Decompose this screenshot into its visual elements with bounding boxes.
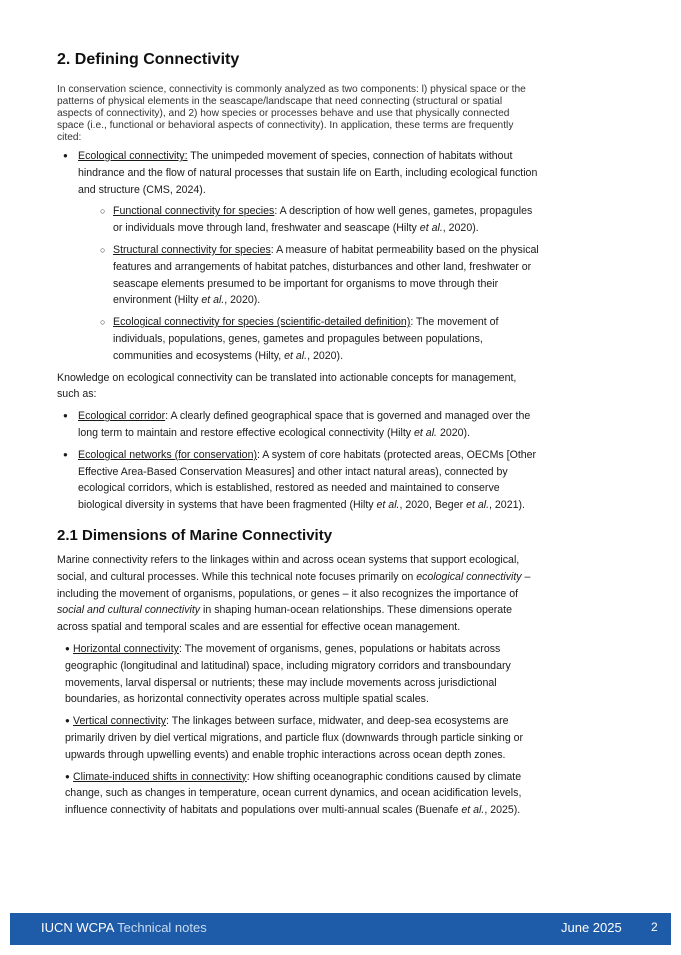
marine-connectivity-paragraph: Marine connectivity refers to the linkages within and across ocean systems that support ecological, social, and cultural processes. While this technical note focuses primarily on ecological connectivity – including the movement of organisms, populations, or genes – it also recognizes the importance of social and cultural connectivity in shaping human-ocean relationships. These dimensions operate across spatial and temporal scales and are essential for effective ocean management. bbox=[57, 553, 531, 634]
intro-paragraph: In conservation science, connectivity is commonly analyzed as two components: l) physical space or the patterns of physical elements in the seascape/landscape that need connecting (structural or spatial aspects of connectivity), and 2) how species or processes behave and use that physically connected space (i.e., functional or behavioral aspects of connectivity). In application, these terms are frequently cited: bbox=[57, 84, 526, 143]
list-item: ● Ecological networks (for conservation): A system of core habitats (protected areas, OECMs [Other Effective Area-Based Conservation Measures] and other intact natural areas), connected by ecological corridors, which is established, restored as needed and maintained to conserve biological diversity in systems that have been fragmented (Hilty et al., 2020, Beger et al., 2021). bbox=[57, 447, 539, 514]
list-item: ● Horizontal connectivity: The movement of organisms, genes, populations or habitats across geographic (longitudinal and latitudinal) space, including migratory corridors and transboundary movements, larval dispersal or nutrients; these may include movements across jurisdictional boundaries, as horizontal connectivity operates across multiple spatial scales. bbox=[65, 642, 511, 706]
connectivity-terms-list bbox=[57, 148, 539, 198]
footer-series: Technical notes bbox=[117, 920, 207, 935]
term-structural-connectivity: Structural connectivity for species bbox=[113, 243, 271, 256]
term-ecological-connectivity: Ecological connectivity: bbox=[78, 150, 188, 162]
species-connectivity-sublist bbox=[57, 203, 539, 364]
term-ecological-networks: Ecological networks (for conservation) bbox=[78, 448, 257, 461]
document-body bbox=[57, 50, 539, 824]
term-climate-induced-shifts: Climate-induced shifts in connectivity bbox=[73, 770, 247, 783]
bullet-icon: ● bbox=[65, 716, 70, 726]
list-item: ● Vertical connectivity: The linkages between surface, midwater, and deep-sea ecosystems are primarily driven by diel vertical migrations, and particle flux (downwards through particle sinking or upwards through upwelling events) and enable trophic interactions across ocean depth zones. bbox=[65, 715, 524, 761]
list-item: ● Ecological connectivity: The unimpeded movement of species, connection of habitats without hindrance and the flow of natural processes that sustain life on Earth, including ecological function and structure (CMS, 2024). bbox=[57, 148, 539, 198]
footer-publication bbox=[41, 920, 207, 935]
page-footer bbox=[10, 913, 671, 945]
bullet-icon: ● bbox=[65, 771, 70, 781]
footer-date: June 2025 bbox=[561, 920, 622, 935]
management-concepts-list bbox=[57, 408, 539, 514]
marine-dimensions-list bbox=[57, 641, 539, 819]
term-functional-connectivity: Functional connectivity for species bbox=[113, 205, 275, 218]
knowledge-paragraph: Knowledge on ecological connectivity can be translated into actionable concepts for management, such as: bbox=[57, 371, 517, 401]
term-vertical-connectivity: Vertical connectivity bbox=[73, 715, 167, 728]
footer-org: IUCN WCPA bbox=[41, 920, 114, 935]
list-item: ○ Structural connectivity for species: A measure of habitat permeability based on the physical features and arrangements of habitat patches, disturbances and other land, freshwater or seascape elements presumed to be important for organisms to move through their environment (Hilty et al., 2020). bbox=[57, 242, 539, 309]
section-title: 2. Defining Connectivity bbox=[57, 51, 240, 68]
list-item: ○ Functional connectivity for species: A description of how well genes, gametes, propagules or individuals move through land, freshwater and seascape (Hilty et al., 2020). bbox=[57, 203, 539, 237]
term-ecological-connectivity-scientific: Ecological connectivity for species (scientific-detailed definition) bbox=[113, 316, 411, 329]
term-ecological-corridor: Ecological corridor bbox=[78, 410, 166, 423]
subsection-title: 2.1 Dimensions of Marine Connectivity bbox=[57, 526, 333, 544]
term-horizontal-connectivity: Horizontal connectivity bbox=[73, 642, 179, 655]
bullet-icon: ● bbox=[65, 643, 70, 653]
list-item: ● Ecological corridor: A clearly defined geographical space that is governed and managed over the long term to maintain and restore effective ecological connectivity (Hilty et al. 2020). bbox=[57, 408, 539, 442]
page-number: 2 bbox=[651, 920, 658, 934]
list-item: ○ Ecological connectivity for species (scientific-detailed definition): The movement of individuals, populations, genes, gametes and propagules between populations, communities and ecosystems (Hilty, et al., 2020). bbox=[57, 314, 539, 364]
list-item: ● Climate-induced shifts in connectivity: How shifting oceanographic conditions caused by climate change, such as changes in temperature, ocean current dynamics, and ocean acidification levels, influence connectivity of habitats and populations over multi-annual scales (Buenafe et al., 2025). bbox=[65, 770, 522, 817]
